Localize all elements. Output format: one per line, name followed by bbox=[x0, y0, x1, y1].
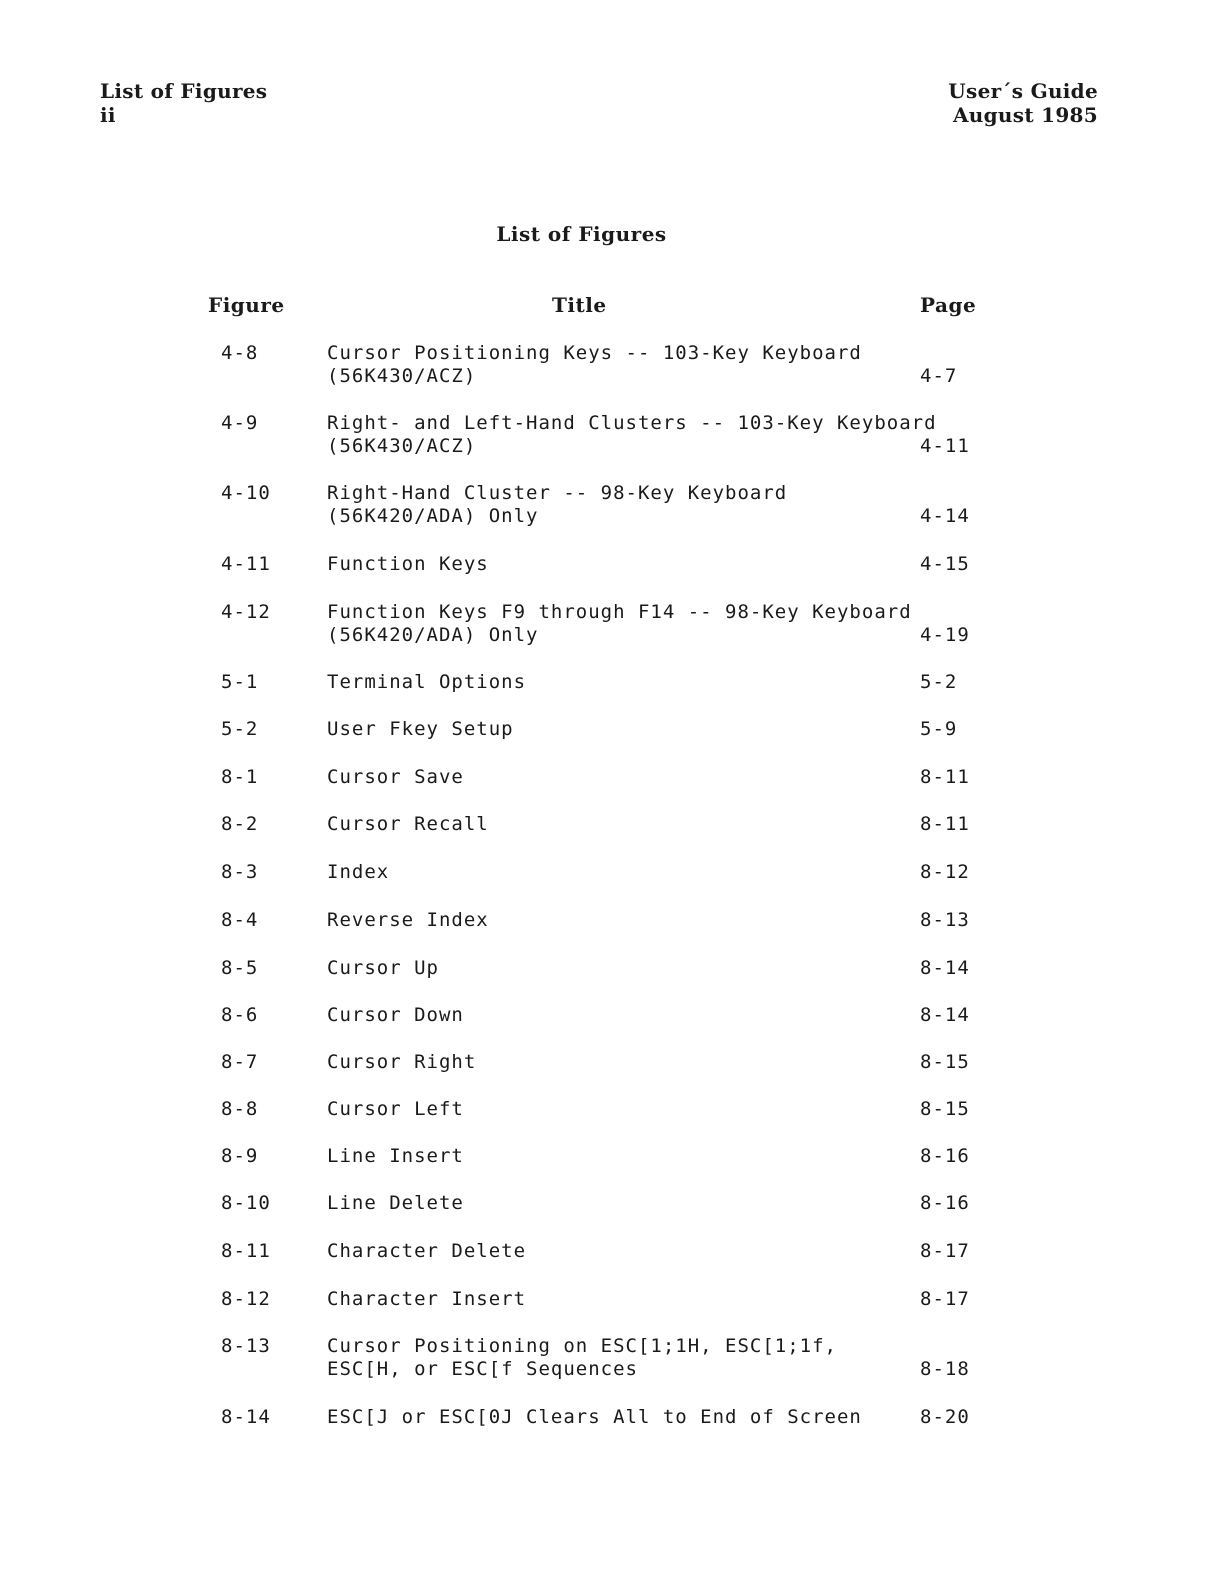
header-section-name: List of Figures bbox=[100, 79, 268, 103]
figure-page-number: 4-15 bbox=[920, 553, 970, 575]
figure-title bbox=[327, 1098, 464, 1121]
figure-title bbox=[327, 813, 489, 836]
figure-title bbox=[327, 412, 937, 458]
figure-title-line: Character Delete bbox=[327, 1240, 527, 1262]
figure-title-line: (56K420/ADA) Only bbox=[327, 505, 539, 527]
figure-title-line: Cursor Down bbox=[327, 1004, 464, 1026]
figure-title bbox=[327, 1335, 837, 1381]
figure-number: 4-9 bbox=[221, 412, 259, 434]
figure-title-line: (56K420/ADA) Only bbox=[327, 624, 539, 646]
figure-title-line: Reverse Index bbox=[327, 909, 489, 931]
figure-title-line: Cursor Positioning on ESC[1;1H, ESC[1;1f, bbox=[327, 1335, 837, 1357]
figure-title bbox=[327, 1004, 464, 1027]
figure-title-line: Cursor Save bbox=[327, 766, 464, 788]
figure-title bbox=[327, 718, 514, 741]
figure-title-line: Index bbox=[327, 861, 390, 883]
figure-number: 8-12 bbox=[221, 1288, 271, 1310]
figure-number: 4-8 bbox=[221, 342, 259, 364]
figure-page-number: 8-17 bbox=[920, 1240, 970, 1262]
figure-title-line: Line Delete bbox=[327, 1192, 464, 1214]
figure-page-number: 4-11 bbox=[920, 435, 970, 457]
figure-title bbox=[327, 909, 489, 932]
figure-title-line: Cursor Right bbox=[327, 1051, 477, 1073]
figure-page-number: 8-15 bbox=[920, 1051, 970, 1073]
header-page-number: ii bbox=[100, 103, 116, 127]
figure-title-line: Terminal Options bbox=[327, 671, 527, 693]
figure-number: 8-8 bbox=[221, 1098, 259, 1120]
figure-title bbox=[327, 671, 526, 694]
figure-page-number: 8-12 bbox=[920, 861, 970, 883]
figure-page-number: 4-19 bbox=[920, 624, 970, 646]
figure-title-line: Cursor Left bbox=[327, 1098, 464, 1120]
figure-title-line: User Fkey Setup bbox=[327, 718, 514, 740]
figure-number: 8-4 bbox=[221, 909, 259, 931]
figure-number: 5-1 bbox=[221, 671, 259, 693]
figure-number: 8-6 bbox=[221, 1004, 259, 1026]
page-title: List of Figures bbox=[496, 222, 667, 246]
figure-number: 8-13 bbox=[221, 1335, 271, 1357]
figure-title-line: Cursor Positioning Keys -- 103-Key Keyboard bbox=[327, 342, 862, 364]
figure-page-number: 8-20 bbox=[920, 1406, 970, 1428]
figure-title bbox=[327, 342, 862, 388]
figure-number: 8-9 bbox=[221, 1145, 259, 1167]
figure-title-line: (56K430/ACZ) bbox=[327, 435, 477, 457]
figure-title-line: ESC[H, or ESC[f Sequences bbox=[327, 1358, 638, 1380]
header-document-name: User´s Guide bbox=[948, 79, 1098, 103]
figure-title bbox=[327, 1406, 862, 1429]
figure-title bbox=[327, 1051, 476, 1074]
figure-title bbox=[327, 1240, 526, 1263]
figure-page-number: 8-14 bbox=[920, 1004, 970, 1026]
column-header-figure: Figure bbox=[208, 293, 285, 317]
figure-title-line: Function Keys F9 through F14 -- 98-Key Keyboard bbox=[327, 601, 912, 623]
figure-number: 8-3 bbox=[221, 861, 259, 883]
figure-page-number: 8-18 bbox=[920, 1358, 970, 1380]
figure-page-number: 4-14 bbox=[920, 505, 970, 527]
figure-page-number: 8-15 bbox=[920, 1098, 970, 1120]
figure-number: 8-2 bbox=[221, 813, 259, 835]
figure-title bbox=[327, 861, 389, 884]
figure-page-number: 8-13 bbox=[920, 909, 970, 931]
figure-title-line: Right-Hand Cluster -- 98-Key Keyboard bbox=[327, 482, 788, 504]
figure-page-number: 5-9 bbox=[920, 718, 958, 740]
figure-number: 5-2 bbox=[221, 718, 259, 740]
figure-title bbox=[327, 601, 912, 647]
figure-title bbox=[327, 957, 439, 980]
figure-number: 4-10 bbox=[221, 482, 271, 504]
figure-page-number: 8-14 bbox=[920, 957, 970, 979]
figure-title-line: Right- and Left-Hand Clusters -- 103-Key Keyboard bbox=[327, 412, 937, 434]
figure-number: 4-12 bbox=[221, 601, 271, 623]
figure-title-line: Cursor Recall bbox=[327, 813, 489, 835]
figure-page-number: 8-17 bbox=[920, 1288, 970, 1310]
header-document-date: August 1985 bbox=[952, 103, 1098, 127]
figure-title bbox=[327, 482, 787, 528]
column-header-title: Title bbox=[552, 293, 607, 317]
figure-number: 8-14 bbox=[221, 1406, 271, 1428]
figure-title bbox=[327, 1192, 464, 1215]
figure-page-number: 8-16 bbox=[920, 1192, 970, 1214]
figure-title bbox=[327, 766, 464, 789]
figure-page-number: 4-7 bbox=[920, 365, 958, 387]
figure-number: 4-11 bbox=[221, 553, 271, 575]
figure-page-number: 5-2 bbox=[920, 671, 958, 693]
figure-number: 8-11 bbox=[221, 1240, 271, 1262]
figure-title-line: Line Insert bbox=[327, 1145, 464, 1167]
figure-title bbox=[327, 553, 489, 576]
figure-page-number: 8-11 bbox=[920, 766, 970, 788]
figure-title-line: ESC[J or ESC[0J Clears All to End of Screen bbox=[327, 1406, 862, 1428]
figure-title-line: (56K430/ACZ) bbox=[327, 365, 477, 387]
figure-page-number: 8-16 bbox=[920, 1145, 970, 1167]
figure-title-line: Character Insert bbox=[327, 1288, 527, 1310]
figure-number: 8-5 bbox=[221, 957, 259, 979]
figure-title bbox=[327, 1288, 526, 1311]
figure-title-line: Function Keys bbox=[327, 553, 489, 575]
figure-number: 8-7 bbox=[221, 1051, 259, 1073]
running-header-left bbox=[100, 79, 267, 127]
figure-number: 8-10 bbox=[221, 1192, 271, 1214]
figure-page-number: 8-11 bbox=[920, 813, 970, 835]
figure-title-line: Cursor Up bbox=[327, 957, 439, 979]
column-header-page: Page bbox=[920, 293, 977, 317]
figure-title bbox=[327, 1145, 464, 1168]
figure-number: 8-1 bbox=[221, 766, 259, 788]
running-header-right bbox=[948, 79, 1098, 127]
